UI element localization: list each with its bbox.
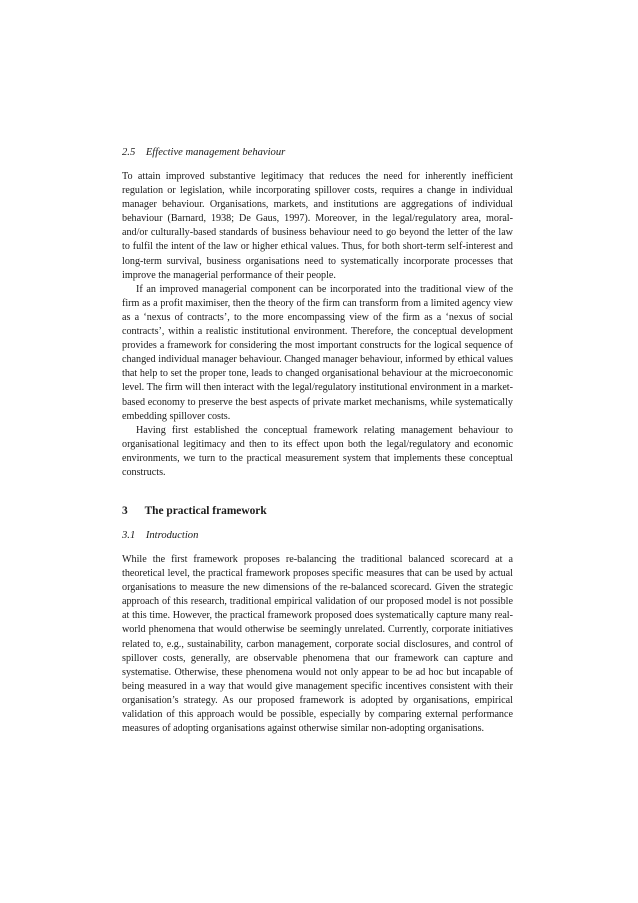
paragraph: If an improved managerial component can be incorporated into the traditional view of the firm as a profit maximiser, then the theory of the firm can transform from a limited agency view as a ‘nexus of contracts’, to the more encompassing view of the firm as a ‘nexus of social contracts’, within a realistic institutional environment. Therefore, the conceptual development provides a framework for considering the most important constructs for the logical sequence of changed individual manager behaviour. Changed manager behaviour, informed by ethical values that help to set the proper tone, leads to changed organisational behaviour at the microeconomic level. The firm will then interact with the legal/regulatory institutional environment in a market-based economy to preserve the best aspects of private market mechanisms, while systematically embedding spillover costs. (122, 283, 513, 422)
section-2-5-heading: 2.5 Effective management behaviour (122, 147, 286, 158)
paragraph: To attain improved substantive legitimacy that reduces the need for inherently inefficient regulation or legislation, while incorporating spillover costs, requires a change in individual manager behaviour. Organisations, markets, and institutions are aggregations of individual behaviour (Barnard, 1938; De Gaus, 1997). Moreover, in the legal/regulatory area, moral- and/or culturally-based standards of business behaviour need to go beyond the letter of the law to fulfil the intent of the law or higher ethical values. Thus, for both short-term self-interest and long-term survival, business organisations need to systematically incorporate processes that improve the managerial performance of their people. (122, 171, 513, 281)
paragraph: While the first framework proposes re-balancing the traditional balanced scorecard at a theoretical level, the practical framework proposes specific measures that can be used by actual organisations to measure the new dimensions of the re-balanced scorecard. Given the strategic approach of this research, traditional empirical validation of our proposed model is not possible at this time. However, the practical framework proposed does systematically capture many real-world phenomena that would otherwise be seemingly unrelated. Currently, corporate initiatives related to, e.g., sustainability, carbon management, corporate social disclosures, and control of spillover costs, generally, are observable phenomena that our framework can capture and systematise. Otherwise, these phenomena would not only appear to be ad hoc but incapable of being measured in a way that would give management specific incentives consistent with their organisation’s strategy. As our proposed framework is adopted by organisations, empirical validation of this approach would be possible, especially by comparing external performance measures of adopting organisations against otherwise similar non-adopting organisations. (122, 554, 513, 735)
section-2-5-body (122, 170, 513, 480)
section-3-1-body (122, 553, 513, 736)
paragraph: Having first established the conceptual framework relating management behaviour to organisational legitimacy and then to its effect upon both the legal/regulatory and economic environments, we turn to the practical measurement system that implements these conceptual constructs. (122, 424, 513, 478)
section-3-1-heading: 3.1 Introduction (122, 530, 199, 541)
section-3-heading: 3 The practical framework (122, 505, 267, 517)
